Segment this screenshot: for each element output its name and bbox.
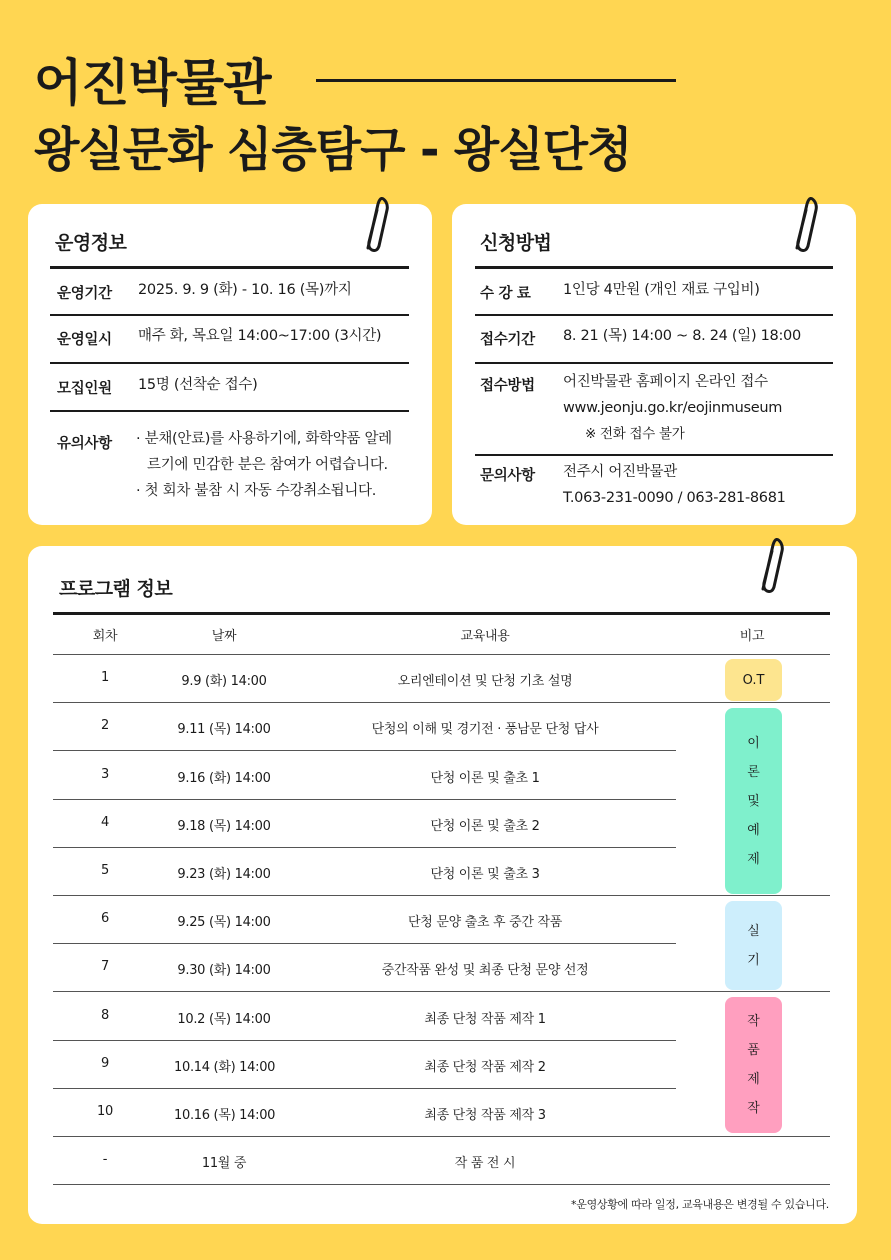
cell-content: 단청 이론 및 출초 1 (430, 770, 540, 786)
header-remarks: 비고 (739, 629, 765, 644)
apply-method-url[interactable]: www.jeonju.go.kr/eojinmuseum (563, 400, 783, 416)
cell-date: 9.30 (화) 14:00 (177, 963, 271, 979)
recruit-value: 15명 (선착순 접수) (138, 377, 258, 393)
operation-period-label: 운영기간 (57, 286, 112, 302)
header-content: 교육내용 (460, 629, 510, 644)
table-row-divider (53, 895, 830, 896)
header-session: 회차 (92, 629, 118, 644)
paperclip-icon (787, 196, 819, 256)
cell-content: 단청의 이해 및 경기전 · 풍남문 단청 답사 (371, 722, 599, 738)
cell-content: 단청 이론 및 출초 3 (430, 866, 540, 882)
cell-session: 9 (101, 1055, 109, 1071)
table-row-divider (53, 943, 676, 944)
cell-date: 10.14 (화) 14:00 (174, 1059, 276, 1075)
operation-time-value: 매주 화, 목요일 14:00~17:00 (3시간) (138, 328, 382, 344)
cell-session: 3 (101, 766, 109, 782)
program-info-card (28, 546, 857, 1224)
contact-label: 문의사항 (480, 468, 535, 484)
apply-method-line-1: 어진박물관 홈페이지 온라인 접수 (563, 374, 768, 390)
cell-session: 2 (101, 718, 109, 734)
contact-line-2: T.063-231-0090 / 063-281-8681 (563, 490, 786, 506)
operation-time-label: 운영일시 (57, 332, 112, 348)
cell-session: 5 (101, 862, 109, 878)
operation-title-rule (50, 266, 409, 269)
table-row-divider (53, 847, 676, 848)
fee-value: 1인당 4만원 (개인 재료 구입비) (563, 282, 760, 298)
cell-date: 9.11 (목) 14:00 (177, 722, 271, 738)
table-row-divider (53, 1040, 676, 1041)
badge-work: 작 품 제 작 (725, 997, 782, 1133)
table-row-divider (53, 1088, 676, 1089)
cell-session: 8 (101, 1007, 109, 1023)
operation-title: 운영정보 (55, 232, 127, 254)
table-row-divider (53, 1136, 830, 1137)
row-divider (50, 410, 409, 412)
header-divider (53, 654, 830, 655)
program-title: 프로그램 정보 (59, 578, 173, 600)
cell-session: - (102, 1152, 108, 1168)
header-date: 날짜 (211, 629, 237, 644)
footnote: *운영상황에 따라 일정, 교육내용은 변경될 수 있습니다. (571, 1198, 829, 1211)
badge-ot: O.T (725, 659, 782, 701)
cell-session: 6 (101, 911, 109, 927)
table-row-divider (53, 991, 830, 992)
cell-session: 7 (101, 959, 109, 975)
table-row-divider (53, 1184, 830, 1185)
cell-content: 작 품 전 시 (454, 1156, 516, 1172)
operation-period-value: 2025. 9. 9 (화) - 10. 16 (목)까지 (138, 282, 352, 298)
apply-period-label: 접수기간 (480, 332, 535, 348)
cell-session: 10 (97, 1103, 113, 1119)
cell-session: 1 (101, 670, 109, 686)
caution-line-1: · 분채(안료)를 사용하기에, 화학약품 알레 (136, 431, 392, 447)
cell-date: 10.16 (목) 14:00 (174, 1107, 276, 1123)
cell-date: 9.18 (목) 14:00 (177, 818, 271, 834)
caution-line-2: 르기에 민감한 분은 참여가 어렵습니다. (147, 457, 388, 473)
page-subtitle: 왕실문화 심층탐구 - 왕실단청 (34, 123, 632, 178)
cell-date: 9.16 (화) 14:00 (177, 770, 271, 786)
badge-theory: 이 론 및 예 제 (725, 708, 782, 894)
row-divider (50, 314, 409, 316)
table-row-divider (53, 799, 676, 800)
apply-method-note: ※ 전화 접수 불가 (585, 426, 685, 442)
row-divider (50, 362, 409, 364)
recruit-label: 모집인원 (57, 381, 112, 397)
cell-date: 9.9 (화) 14:00 (181, 674, 267, 690)
cell-session: 4 (101, 814, 109, 830)
table-row-divider (53, 750, 676, 751)
cell-content: 단청 이론 및 출초 2 (430, 818, 540, 834)
apply-title-rule (475, 266, 833, 269)
apply-method-label: 접수방법 (480, 378, 535, 394)
cell-content: 최종 단청 작품 제작 2 (424, 1059, 546, 1075)
cell-date: 9.23 (화) 14:00 (177, 866, 271, 882)
badge-practice: 실 기 (725, 901, 782, 990)
cell-content: 최종 단청 작품 제작 3 (424, 1107, 546, 1123)
cell-date: 11월 중 (201, 1156, 247, 1172)
program-title-rule (53, 612, 830, 615)
table-row-divider (53, 702, 830, 703)
row-divider (475, 314, 833, 316)
page-title: 어진박물관 (34, 54, 271, 112)
operation-info-card (28, 204, 432, 525)
apply-title: 신청방법 (480, 232, 552, 254)
cell-content: 단청 문양 출초 후 중간 작품 (408, 915, 562, 931)
cell-content: 중간작품 완성 및 최종 단청 문양 선정 (381, 963, 589, 979)
fee-label: 수 강 료 (480, 286, 531, 302)
contact-line-1: 전주시 어진박물관 (563, 464, 677, 480)
row-divider (475, 362, 833, 364)
cell-date: 9.25 (목) 14:00 (177, 915, 271, 931)
caution-line-3: · 첫 회차 불참 시 자동 수강취소됩니다. (136, 483, 377, 499)
apply-period-value: 8. 21 (목) 14:00 ~ 8. 24 (일) 18:00 (563, 328, 801, 344)
title-divider (316, 79, 676, 82)
apply-info-card (452, 204, 856, 525)
cell-date: 10.2 (목) 14:00 (177, 1011, 271, 1027)
paperclip-icon (358, 196, 390, 256)
paperclip-icon (753, 536, 785, 598)
cell-content: 오리엔테이션 및 단청 기초 설명 (397, 674, 573, 690)
caution-label: 유의사항 (57, 436, 112, 452)
row-divider (475, 454, 833, 456)
cell-content: 최종 단청 작품 제작 1 (424, 1011, 546, 1027)
